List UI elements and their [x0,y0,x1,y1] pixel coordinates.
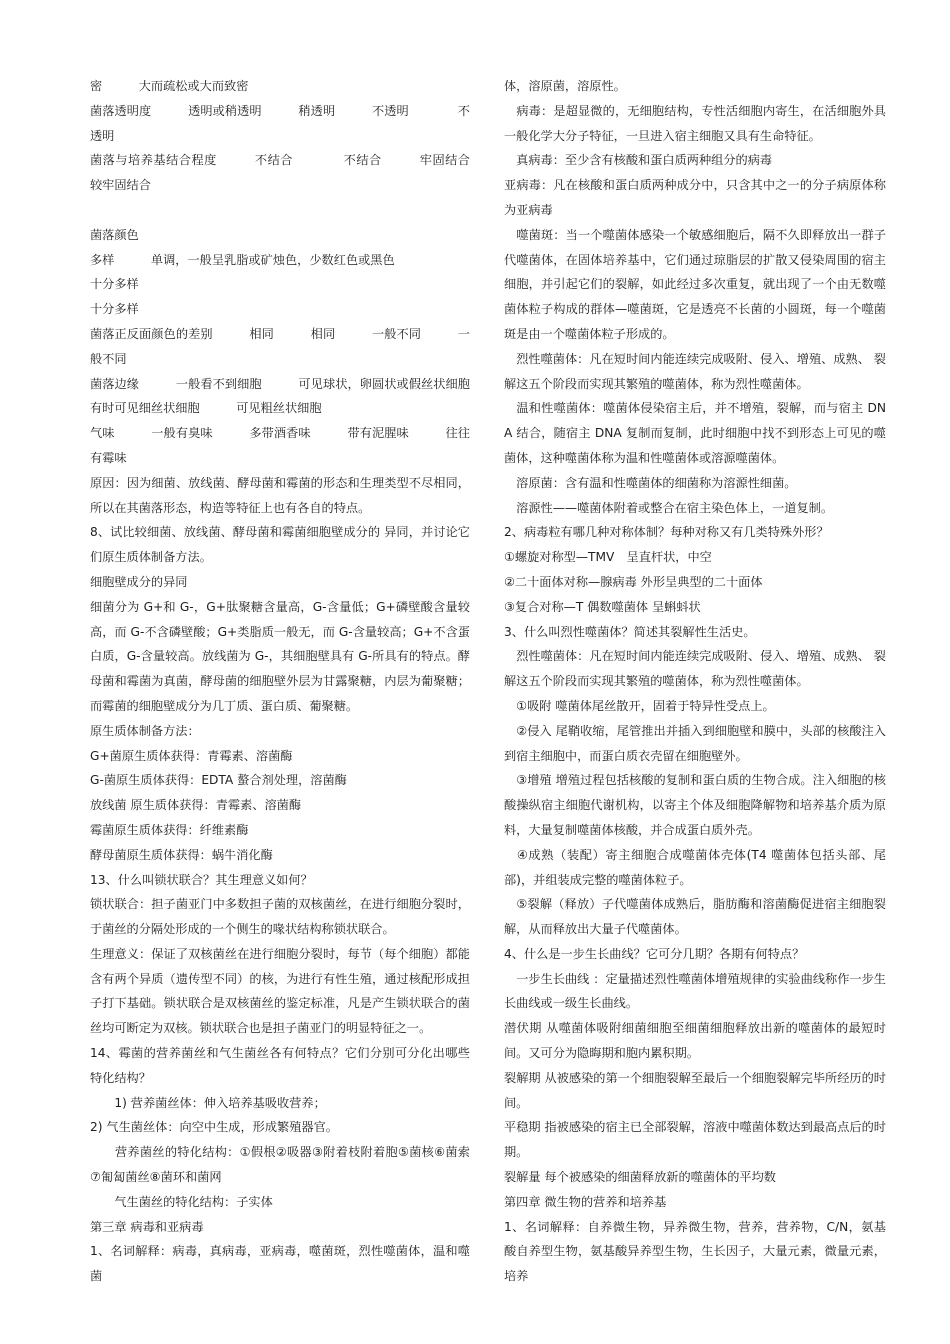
paragraph: 菌落颜色 [90,227,139,242]
paragraph: 酵母菌原生质体获得：蜗牛消化酶 [90,847,273,862]
paragraph: ③复合对称—T 偶数噬菌体 呈蝌蚪状 [504,599,701,614]
paragraph: 噬菌斑：当一个噬菌体感染一个敏感细胞后，隔不久即释放出一群子代噬菌体，在固体培养基中，它们通过琼脂层的扩散又侵染周围的宿主细胞，并引起它们的裂解，如此经过多次重复，就出现了一个由无数噬菌体粒子构成的群体—噬菌斑，它是透亮不长菌的小圆斑，每一个噬菌斑是由一个噬菌体粒子形成的。 [504,227,886,341]
paragraph: 菌落边缘 一般看不到细胞 可见球状，卵圆状或假丝状细胞 有时可见细丝状细胞 可见粗丝状细胞 [90,376,507,416]
paragraph: 细胞壁成分的异同 [90,574,188,589]
paragraph: 13、什么叫锁状联合？其生理意义如何？ [90,872,313,887]
paragraph: ②侵入 尾鞘收缩，尾管推出并插入到细胞壁和膜中，头部的核酸注入到宿主细胞中，而蛋白质衣壳留在细胞壁外。 [504,723,886,763]
paragraph: 霉菌原生质体获得：纤维素酶 [90,822,249,837]
paragraph: 1) 营养菌丝体：伸入培养基吸收营养； [90,1095,326,1110]
paragraph: ③增殖 增殖过程包括核酸的复制和蛋白质的生物合成。注入细胞的核酸操纵宿主细胞代谢机构，以寄主个体及细胞降解物和培养基介质为原料，大量复制噬菌体核酸，并合成蛋白质外壳。 [504,773,886,837]
paragraph: 菌落透明度 透明或稍透明 稍透明 不透明 不透明 [90,103,470,143]
paragraph: 营养菌丝的特化结构：①假根②吸器③附着枝附着胞⑤菌核⑥菌索⑦匍匐菌丝⑧菌环和菌网 [90,1145,470,1185]
paragraph: G-菌原生质体获得：EDTA 螯合剂处理，溶菌酶 [90,773,347,788]
paragraph: 亚病毒：凡在核酸和蛋白质两种成分中，只含其中之一的分子病原体称为亚病毒 [504,178,886,217]
paragraph: 菌落与培养基结合程度 不结合 不结合 牢固结合 较牢固结合 [90,153,507,193]
paragraph: 一步生长曲线 ：定量描述烈性噬菌体增殖规律的实验曲线称作一步生长曲线或一级生长曲线。 [504,971,886,1011]
paragraph: ①螺旋对称型—TMV 呈直杆状，中空 [504,550,712,565]
paragraph: 原生质体制备方法： [90,723,200,738]
paragraph: 4、什么是一步生长曲线？它可分几期？各期有何特点？ [504,946,805,961]
paragraph: 病毒：是超显微的，无细胞结构，专性活细胞内寄生，在活细胞外具一般化学大分子特征，一旦进入宿主细胞又具有生命特征。 [504,103,886,143]
paragraph: 气味 一般有臭味 多带酒香味 带有泥腥味 往往有霉味 [90,426,470,465]
paragraph: 放线菌 原生质体获得：青霉素、溶菌酶 [90,798,302,813]
paragraph: 2) 气生菌丝体：向空中生成，形成繁殖器官。 [90,1120,338,1135]
paragraph: 第三章 病毒和亚病毒 [90,1219,204,1234]
paragraph [90,198,470,223]
right-text-column [504,74,886,1289]
paragraph: 8、试比较细菌、放线菌、酵母菌和霉菌细胞壁成分的 异同，并讨论它们原生质体制备方法。 [90,525,470,565]
paragraph: 十分多样 [90,302,139,317]
paragraph: G+菌原生质体获得：青霉素、溶菌酶 [90,748,293,763]
paragraph: 溶原菌：含有温和性噬菌体的细菌称为溶源性细菌。 [504,475,797,490]
paragraph: 气生菌丝的特化结构：子实体 [90,1194,273,1209]
paragraph: 原因：因为细菌、放线菌、酵母菌和霉菌的形态和生理类型不尽相同，所以在其菌落形态，构造等特征上也有各自的特点。 [90,475,470,515]
paragraph: 裂解期 从被感染的第一个细胞裂解至最后一个细胞裂解完毕所经历的时间。 [504,1070,886,1110]
paragraph: ②二十面体对称—腺病毒 外形呈典型的二十面体 [504,574,763,589]
paragraph: 潜伏期 从噬菌体吸附细菌细胞至细菌细胞释放出新的噬菌体的最短时间。又可分为隐晦期和胞内累积期。 [504,1021,886,1061]
paragraph: 平稳期 指被感染的宿主已全部裂解，溶液中噬菌体数达到最高点后的时期。 [504,1120,886,1160]
paragraph: 细菌分为 G+和 G-，G+肽聚糖含量高，G-含量低；G+磷壁酸含量较高，而 G-不含磷壁酸；G+类脂质一般无，而 G-含量较高；G+不含蛋白质，G-含量较高。放线菌为 G-，其细胞壁具有 G-所具有的特点。酵母菌和霉菌为真菌，酵母菌的细胞壁外层为甘露聚糖，内层为葡聚糖；而霉菌的细胞壁成分为几丁质、蛋白质、葡聚糖。 [90,599,470,713]
paragraph: 十分多样 [90,277,139,292]
paragraph: 溶源性——噬菌体附着或整合在宿主染色体上，一道复制。 [504,500,834,515]
paragraph: 体，溶原菌，溶原性。 [504,79,626,93]
paragraph: 多样 单调，一般呈乳脂或矿烛色，少数红色或黑色 [90,252,395,267]
paragraph: ⑤裂解（释放）子代噬菌体成熟后，脂肪酶和溶菌酶促进宿主细胞裂解，从而释放出大量子代噬菌体。 [504,897,886,937]
left-text-column [90,74,507,1289]
paragraph: 裂解量 每个被感染的细菌释放新的噬菌体的平均数 [504,1170,776,1185]
paragraph: 真病毒：至少含有核酸和蛋白质两种组分的病毒 [504,153,773,168]
paragraph: ④成熟（装配）寄主细胞合成噬菌体壳体(T4 噬菌体包括头部、尾部)，并组装成完整的噬菌体粒子。 [504,847,886,887]
paragraph: 2、病毒粒有哪几种对称体制？每种对称又有几类特殊外形？ [504,525,829,540]
paragraph: 菌落正反面颜色的差别 相同 相同 一般不同 一般不同 [90,326,470,366]
paragraph: 烈性噬菌体：凡在短时间内能连续完成吸附、侵入、增殖、成熟、 裂解这五个阶段而实现其繁殖的噬菌体，称为烈性噬菌体。 [504,351,886,391]
paragraph: ①吸附 噬菌体尾丝散开，固着于特异性受点上。 [504,698,775,713]
paragraph: 14、霉菌的营养菌丝和气生菌丝各有何特点？它们分别可分化出哪些特化结构？ [90,1046,470,1085]
paragraph: 烈性噬菌体：凡在短时间内能连续完成吸附、侵入、增殖、成熟、 裂解这五个阶段而实现其繁殖的噬菌体，称为烈性噬菌体。 [504,649,886,689]
paragraph: 第四章 微生物的营养和培养基 [504,1194,667,1209]
paragraph: 生理意义：保证了双核菌丝在进行细胞分裂时，每节（每个细胞）都能含有两个异质（遗传型不同）的核，为进行有性生殖，通过核配形成担子打下基础。锁状联合是双核菌丝的鉴定标准，凡是产生锁状联合的菌丝均可断定为双核。锁状联合也是担子菌亚门的明显特征之一。 [90,946,470,1036]
paragraph: 温和性噬菌体：噬菌体侵染宿主后，并不增殖，裂解，而与宿主 DNA 结合，随宿主 DNA 复制而复制，此时细胞中找不到形态上可见的噬菌体，这种噬菌体称为温和性噬菌体或溶源噬菌体。 [504,401,886,465]
paragraph: 锁状联合：担子菌亚门中多数担子菌的双核菌丝，在进行细胞分裂时，于菌丝的分隔处形成的一个侧生的喙状结构称锁状联合。 [90,897,470,937]
paragraph: 1、名词解释：病毒，真病毒，亚病毒，噬菌斑，烈性噬菌体，温和噬菌 [90,1244,470,1284]
paragraph: 1、名词解释：自养微生物，异养微生物，营养，营养物，C/N，氨基酸自养型生物，氨基酸异养型生物，生长因子，大量元素，微量元素，培养 [504,1219,886,1284]
paragraph: 密 大而疏松或大而致密 [90,79,249,93]
paragraph: 3、什么叫烈性噬菌体？简述其裂解性生活史。 [504,624,756,639]
